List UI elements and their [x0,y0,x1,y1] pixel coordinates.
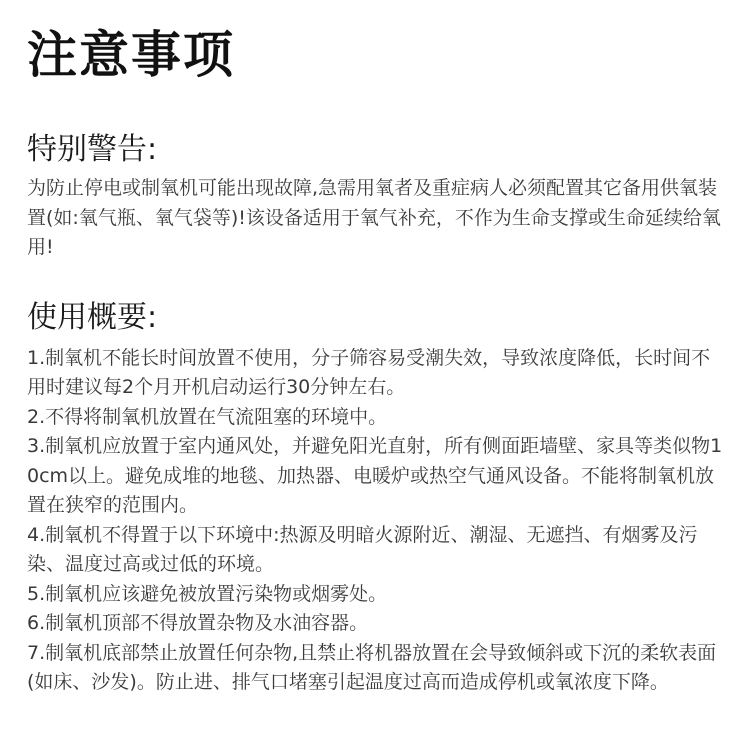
usage-heading: 使用概要: [27,299,158,335]
usage-item-2: 2.不得将制氧机放置在气流阻塞的环境中。 [27,405,388,428]
warning-text: 为防止停电或制氧机可能出现故障,急需用氧者及重症病人必须配置其它备用供氧装置(如:氧气瓶、氧气袋等)!该设备适用于氧气补充，不作为生命支撑或生命延续给氧用! [27,177,721,258]
warning-section [27,130,724,263]
usage-list [27,344,724,698]
usage-item-6: 6.制氧机顶部不得放置杂物及水油容器。 [27,612,369,634]
usage-item-3: 3.制氧机应放置于室内通风处，并避免阳光直射，所有侧面距墙壁、家具等类似物10cm以上。避免成堆的地毯、加热器、电暖炉或热空气通风设备。不能将制氧机放置在狭窄的范围内。 [27,435,723,516]
usage-section [27,298,724,698]
usage-item-7: 7.制氧机底部禁止放置任何杂物,且禁止将机器放置在会导致倾斜或下沉的柔软表面(如床、沙发)。防止进、排气口堵塞引起温度过高而造成停机或氧浓度下降。 [27,641,717,693]
warning-heading: 特别警告: [27,132,158,167]
usage-item-4: 4.制氧机不得置于以下环境中:热源及明暗火源附近、潮湿、无遮挡、有烟雾及污染、温度过高或过低的环境。 [27,523,698,575]
page-title: 注意事项 [27,26,235,84]
usage-item-5: 5.制氧机应该避免被放置污染物或烟雾处。 [27,582,388,605]
usage-item-1: 1.制氧机不能长时间放置不使用，分子筛容易受潮失效，导致浓度降低，长时间不用时建议每2个月开机启动运行30分钟左右。 [27,346,711,398]
